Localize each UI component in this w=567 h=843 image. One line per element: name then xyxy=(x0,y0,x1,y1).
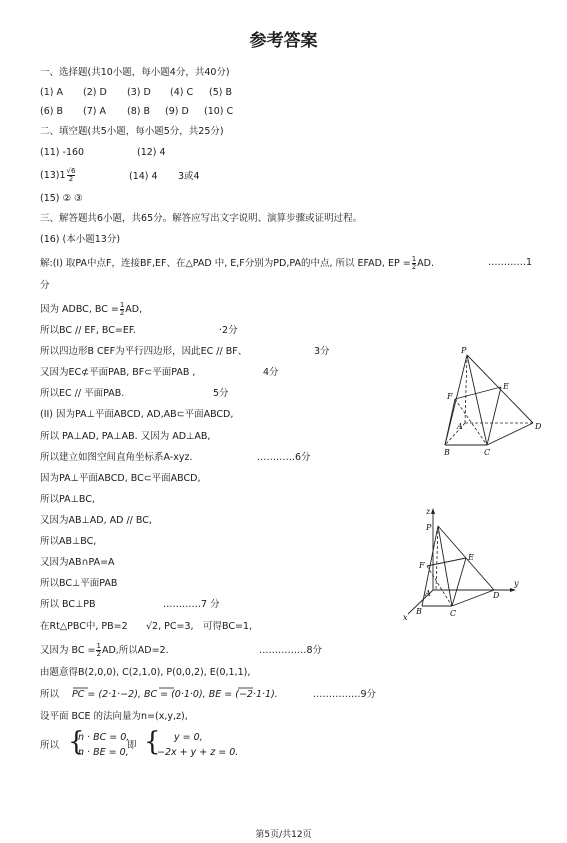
section-heading-choice: 一、选择题(共10小题，每小题4分，共40分) xyxy=(40,67,230,78)
solution-line-20: 由题意得B(2,0,0), C(2,1,0), P(0,0,2), E(0,1,1), xyxy=(40,667,251,678)
fig1-label-C: C xyxy=(484,448,491,457)
answer-7: (7) A xyxy=(83,106,106,117)
question-16-label: (16) (本小题13分) xyxy=(40,234,121,245)
fig2-label-x: x xyxy=(403,613,408,622)
brace-left-2: { xyxy=(144,727,161,757)
answer-11: (11) -160 xyxy=(40,147,85,158)
answer-2: (2) D xyxy=(83,87,107,98)
solution-line-2: 分 xyxy=(40,280,50,291)
solution-line-18b: √2, PC=3, xyxy=(146,621,194,632)
solution-line-22: 设平面 BCE 的法向量为n=(x,y,z), xyxy=(40,711,188,722)
fig1-label-D: D xyxy=(535,422,542,431)
brace-left-1: { xyxy=(68,727,85,757)
solution-line-4: 所以BC // EF, BC=EF. xyxy=(40,325,136,336)
fig1-label-A: A xyxy=(457,422,463,431)
solution-line-14: 所以AB⊥BC, xyxy=(40,536,97,547)
pyramid-figure-1 xyxy=(435,345,545,460)
solution-line-6: 又因为EC⊄平面PAB, BF⊂平面PAB , xyxy=(40,367,196,378)
solution-line-1: 解:(I) 取PA中点F，连接BF,EF、在△PAD 中, E,F分别为PD,PA的中点, 所以 EFAD, EP = $\frac{1}{2}$ AD. xyxy=(40,255,434,271)
fig1-label-E: E xyxy=(503,382,509,391)
fig1-label-P: P xyxy=(461,346,467,355)
score-3: 3分 xyxy=(314,346,330,357)
solution-line-15: 又因为AB∩PA=A xyxy=(40,557,115,568)
fig2-label-D: D xyxy=(493,591,500,600)
answer-5: (5) B xyxy=(209,87,232,98)
score-7: …………7 分 xyxy=(163,599,220,610)
section-heading-fill: 二、填空题(共5小题，每小题5分，共25分) xyxy=(40,126,224,137)
fig1-label-B: B xyxy=(444,448,450,457)
solution-line-8: (II) 因为PA⊥平面ABCD, AD,AB⊂平面ABCD, xyxy=(40,409,234,420)
solution-line-7: 所以EC // 平面PAB. xyxy=(40,388,125,399)
solution-line-10: 所以建立如图空间直角坐标系A-xyz. xyxy=(40,452,193,463)
solution-line-11: 因为PA⊥平面ABCD, BC⊂平面ABCD, xyxy=(40,473,201,484)
fig2-label-C: C xyxy=(450,609,457,618)
system1-eq2: n · BE = 0, xyxy=(78,747,129,758)
fig2-label-z: z xyxy=(426,507,431,516)
fig2-label-A: A xyxy=(425,589,431,598)
answer-14-extra: 3或4 xyxy=(178,171,200,182)
answer-1: (1) A xyxy=(40,87,63,98)
solution-line-12: 所以PA⊥BC, xyxy=(40,494,95,505)
system2-eq1: y = 0, xyxy=(174,732,203,743)
solution-line-13: 又因为AB⊥AD, AD // BC, xyxy=(40,515,152,526)
fig2-label-P: P xyxy=(426,523,432,532)
solution-line-19: 又因为 BC = $\frac{1}{2}$ AD,所以AD=2. xyxy=(40,642,169,658)
solution-line-17: 所以 BC⊥PB xyxy=(40,599,96,610)
vector-overbars xyxy=(72,684,302,690)
solution-line-18a: 在Rt△PBC中, PB=2 xyxy=(40,621,128,632)
answer-13: (13)1 $\frac{√6}{2}$ xyxy=(40,167,76,183)
system1-eq1: n · BC = 0, xyxy=(78,732,130,743)
score-6: …………6分 xyxy=(257,452,311,463)
section-heading-solve: 三、解答题共6小题，共65分。解答应写出文字说明、演算步骤或证明过程。 xyxy=(40,213,363,224)
score-8: ……………8分 xyxy=(259,645,323,656)
answer-8: (8) B xyxy=(127,106,150,117)
answer-6: (6) B xyxy=(40,106,63,117)
answer-3: (3) D xyxy=(127,87,151,98)
vector-equations: PC = (2·1·−2), BC = (0·1·0), BE = (−2·1·1). xyxy=(72,689,278,700)
solution-line-23-prefix: 所以 xyxy=(40,740,60,751)
fig2-label-B: B xyxy=(416,607,422,616)
answer-10: (10) C xyxy=(204,106,234,117)
solution-line-23-mid: 即 xyxy=(127,740,137,751)
score-5: 5分 xyxy=(213,388,229,399)
page-footer: 第5页/共12页 xyxy=(255,830,312,840)
page-title: 参考答案 xyxy=(249,31,318,51)
fig1-label-F: F xyxy=(447,392,453,401)
score-4: 4分 xyxy=(263,367,279,378)
answer-15: (15) ② ③ xyxy=(40,193,83,204)
solution-line-21-prefix: 所以 xyxy=(40,689,60,700)
pyramid-figure-2 xyxy=(400,506,525,626)
fig2-label-y: y xyxy=(514,579,519,588)
solution-line-5: 所以四边形B CEF为平行四边形，因此EC // BF、 xyxy=(40,346,248,357)
score-2: ·2分 xyxy=(219,325,238,336)
answer-4: (4) C xyxy=(170,87,194,98)
score-1: …………1 xyxy=(488,257,533,268)
solution-line-3: 因为 ADBC, BC = $\frac{1}{2}$ AD, xyxy=(40,301,143,317)
fig2-label-F: F xyxy=(419,561,425,570)
fig2-label-E: E xyxy=(468,553,474,562)
solution-line-18c: 可得BC=1, xyxy=(203,621,253,632)
answer-12: (12) 4 xyxy=(137,147,166,158)
system2-eq2: −2x + y + z = 0. xyxy=(157,747,239,758)
answer-14: (14) 4 xyxy=(129,171,158,182)
score-9: ……………9分 xyxy=(313,689,377,700)
solution-line-9: 所以 PA⊥AD, PA⊥AB. 又因为 AD⊥AB, xyxy=(40,431,211,442)
answer-9: (9) D xyxy=(165,106,189,117)
solution-line-16: 所以BC⊥平面PAB xyxy=(40,578,118,589)
